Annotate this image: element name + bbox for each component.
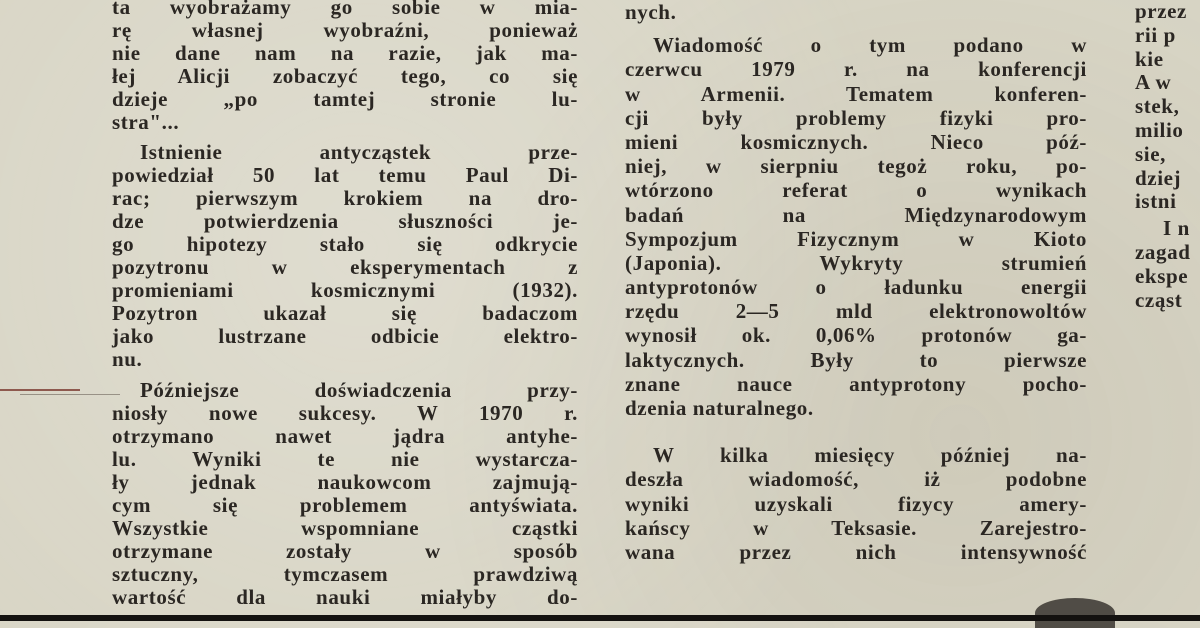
- text-line: cji były problemy fizyki pro-: [625, 105, 1087, 130]
- text-line: stra"...: [112, 110, 180, 134]
- text-line: niosły nowe sukcesy. W 1970 r.: [112, 401, 578, 425]
- text-line: deszła wiadomość, iż podobne: [625, 467, 1087, 492]
- text-line: nych.: [625, 0, 677, 24]
- margin-mark-line: [20, 394, 120, 395]
- text-line: sztuczny, tymczasem prawdziwą: [112, 562, 578, 586]
- article-column-left: [112, 0, 578, 609]
- text-line: nu.: [112, 347, 143, 371]
- scan-bottom-border: [0, 615, 1200, 621]
- text-line: ta wyobrażamy go sobie w mia-: [112, 0, 578, 19]
- text-line: laktycznych. Były to pierwsze: [625, 347, 1087, 372]
- text-line: powiedział 50 lat temu Paul Di-: [112, 163, 578, 187]
- text-line: Późniejsze doświadczenia przy-: [140, 378, 578, 402]
- page-edge-stain: [1035, 598, 1115, 628]
- text-line: rę własnej wyobraźni, ponieważ: [112, 18, 578, 42]
- margin-mark-red-line: [0, 389, 80, 391]
- paragraph: [1135, 0, 1200, 214]
- text-line: jako lustrzane odbicie elektro-: [112, 324, 578, 348]
- text-line: I n: [1163, 216, 1190, 241]
- text-line: ekspe: [1135, 263, 1189, 288]
- paragraph: [625, 443, 1087, 564]
- text-line: dzenia naturalnego.: [625, 396, 814, 420]
- text-line: wynosił ok. 0,06% protonów ga-: [625, 323, 1087, 348]
- text-line: (Japonia). Wykryty strumień: [625, 250, 1087, 275]
- text-line: Sympozjum Fizycznym w Kioto: [625, 226, 1087, 251]
- text-line: dze potwierdzenia słuszności je-: [112, 209, 578, 233]
- text-line: Istnienie antycząstek prze-: [140, 140, 578, 164]
- text-line: w Armenii. Tematem konferen-: [625, 81, 1087, 106]
- text-line: W kilka miesięcy później na-: [653, 443, 1087, 468]
- text-line: milio: [1135, 117, 1184, 142]
- text-line: stek,: [1135, 94, 1180, 119]
- text-line: łej Alicji zobaczyć tego, co się: [112, 64, 578, 88]
- text-line: ły jednak naukowcom zajmują-: [112, 470, 578, 494]
- text-line: go hipotezy stało się odkrycie: [112, 232, 578, 256]
- text-line: wartość dla nauki miałyby do-: [112, 585, 578, 609]
- text-line: przez: [1135, 0, 1187, 23]
- text-line: Wiadomość o tym podano w: [653, 33, 1087, 58]
- text-line: dziej: [1135, 165, 1182, 190]
- text-line: rzędu 2—5 mld elektronowoltów: [625, 299, 1087, 324]
- text-line: pozytronu w eksperymentach z: [112, 255, 578, 279]
- article-column-right-cropped: [1135, 0, 1200, 312]
- text-line: Pozytron ukazał się badaczom: [112, 301, 578, 325]
- text-line: wyniki uzyskali fizycy amery-: [625, 491, 1087, 516]
- paragraph: [112, 141, 578, 371]
- text-line: istni: [1135, 189, 1177, 214]
- text-line: Wszystkie wspomniane cząstki: [112, 516, 578, 540]
- text-line: cym się problemem antyświata.: [112, 493, 578, 517]
- text-line: promieniami kosmicznymi (1932).: [112, 278, 578, 302]
- paragraph: [112, 0, 578, 134]
- text-line: lu. Wyniki te nie wystarcza-: [112, 447, 578, 471]
- text-line: kie: [1135, 46, 1164, 71]
- text-line: wana przez nich intensywność: [625, 539, 1087, 564]
- paragraph: [112, 379, 578, 609]
- text-line: rac; pierwszym krokiem na dro-: [112, 186, 578, 210]
- text-line: otrzymano nawet jądra antyhe-: [112, 424, 578, 448]
- text-line: cząst: [1135, 287, 1183, 312]
- text-line: dzieje „po tamtej stronie lu-: [112, 87, 578, 111]
- text-line: znane nauce antyprotony pocho-: [625, 371, 1087, 396]
- text-line: antyprotonów o ładunku energii: [625, 275, 1087, 300]
- text-line: mieni kosmicznych. Nieco póź-: [625, 129, 1087, 154]
- text-line: rii p: [1135, 22, 1176, 47]
- text-line: A w: [1135, 70, 1172, 95]
- paragraph: [625, 0, 1087, 24]
- paragraph: [1135, 217, 1200, 312]
- text-line: kańscy w Teksasie. Zarejestro-: [625, 515, 1087, 540]
- text-line: otrzymane zostały w sposób: [112, 539, 578, 563]
- text-line: sie,: [1135, 141, 1166, 166]
- text-line: czerwcu 1979 r. na konferencji: [625, 57, 1087, 82]
- text-line: badań na Międzynarodowym: [625, 202, 1087, 227]
- text-line: nie dane nam na razie, jak ma-: [112, 41, 578, 65]
- text-line: zagad: [1135, 239, 1191, 264]
- text-line: niej, w sierpniu tegoż roku, po-: [625, 154, 1087, 179]
- text-line: wtórzono referat o wynikach: [625, 178, 1087, 203]
- article-column-middle: [625, 0, 1087, 564]
- paragraph: [625, 33, 1087, 420]
